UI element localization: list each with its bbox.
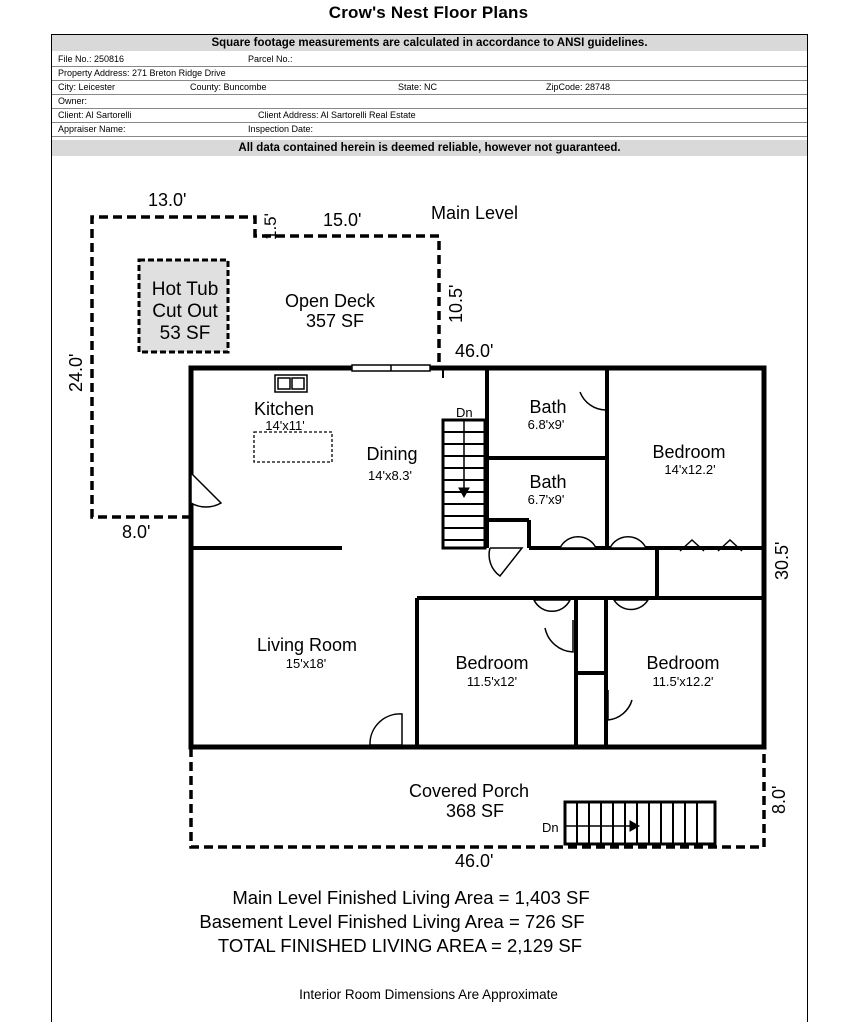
room-living: Living Room <box>256 635 358 655</box>
basement-level-area: Basement Level Finished Living Area = 726 SF <box>199 911 585 932</box>
kitchen-island <box>254 432 332 462</box>
total-finished-area: TOTAL FINISHED LIVING AREA = 2,129 SF <box>217 935 583 956</box>
kitchen-sink <box>275 375 307 392</box>
property-address: Property Address: 271 Breton Ridge Drive <box>58 68 226 78</box>
sliding-door <box>352 365 430 371</box>
room-dining-dim: 14'x8.3' <box>368 468 412 483</box>
room-dining: Dining <box>366 444 418 464</box>
door-swings <box>191 375 648 745</box>
room-bedroom-1: Bedroom <box>652 442 726 462</box>
room-living-dim: 15'x18' <box>285 656 327 671</box>
dim-deck-left: 24.0' <box>66 353 86 392</box>
dim-porch-bottom: 46.0' <box>455 851 494 871</box>
dim-deck-right: 10.5' <box>446 284 466 323</box>
room-bath-1: Bath <box>529 397 567 417</box>
deck-area: 357 SF <box>305 311 365 331</box>
hot-tub-label-1: Hot Tub <box>151 279 219 300</box>
room-kitchen: Kitchen <box>253 399 315 419</box>
room-bedroom-3: Bedroom <box>646 653 720 673</box>
room-labels <box>254 397 726 689</box>
county: County: Buncombe <box>190 82 267 92</box>
parcel-no: Parcel No.: <box>248 54 293 64</box>
stairs-label-porch: Dn <box>542 820 559 835</box>
main-level-area: Main Level Finished Living Area = 1,403 SF <box>232 887 590 908</box>
room-bedroom-2-dim: 11.5'x12' <box>466 674 518 689</box>
dim-porch-right: 8.0' <box>769 785 789 814</box>
level-label: Main Level <box>431 203 519 223</box>
hot-tub-label-2: Cut Out <box>152 301 218 322</box>
porch-area: 368 SF <box>445 801 505 821</box>
room-bedroom-2: Bedroom <box>455 653 529 673</box>
city: City: Leicester <box>58 82 116 92</box>
room-bedroom-1-dim: 14'x12.2' <box>664 462 716 477</box>
porch-name: Covered Porch <box>408 781 530 801</box>
inspection-date: Inspection Date: <box>248 124 314 134</box>
state: State: NC <box>398 82 438 92</box>
dim-deck-top-left: 13.0' <box>148 190 187 210</box>
room-bath-2: Bath <box>529 472 567 492</box>
zip-code: ZipCode: 28748 <box>546 82 611 92</box>
disclaimer: All data contained herein is deemed reliable, however not guaranteed. <box>52 140 807 156</box>
dim-deck-bottom: 8.0' <box>122 522 151 542</box>
client: Client: Al Sartorelli <box>58 110 132 120</box>
dim-deck-step: 1.5' <box>261 213 280 240</box>
deck-name: Open Deck <box>284 291 376 311</box>
appraiser-name: Appraiser Name: <box>58 124 126 134</box>
room-bath-1-dim: 6.8'x9' <box>527 417 565 432</box>
room-bath-2-dim: 6.7'x9' <box>527 492 565 507</box>
stairs-label-interior: Dn <box>456 405 473 420</box>
dimensions-note: Interior Room Dimensions Are Approximate <box>299 987 558 1002</box>
interior-stairs <box>443 420 485 548</box>
dim-house-top: 46.0' <box>455 341 494 361</box>
room-bedroom-3-dim: 11.5'x12.2' <box>652 674 714 689</box>
dim-house-right: 30.5' <box>772 541 792 580</box>
hot-tub-label-3: 53 SF <box>159 323 211 344</box>
ansi-notice: Square footage measurements are calculated in accordance to ANSI guidelines. <box>52 35 807 51</box>
client-address: Client Address: Al Sartorelli Real Estate <box>258 110 416 120</box>
owner: Owner: <box>58 96 88 106</box>
dim-deck-top-right: 15.0' <box>323 210 362 230</box>
page-title: Crow's Nest Floor Plans <box>328 3 529 22</box>
file-no: File No.: 250816 <box>58 54 125 64</box>
room-kitchen-dim: 14'x11' <box>265 418 305 433</box>
porch-stairs <box>565 802 715 844</box>
